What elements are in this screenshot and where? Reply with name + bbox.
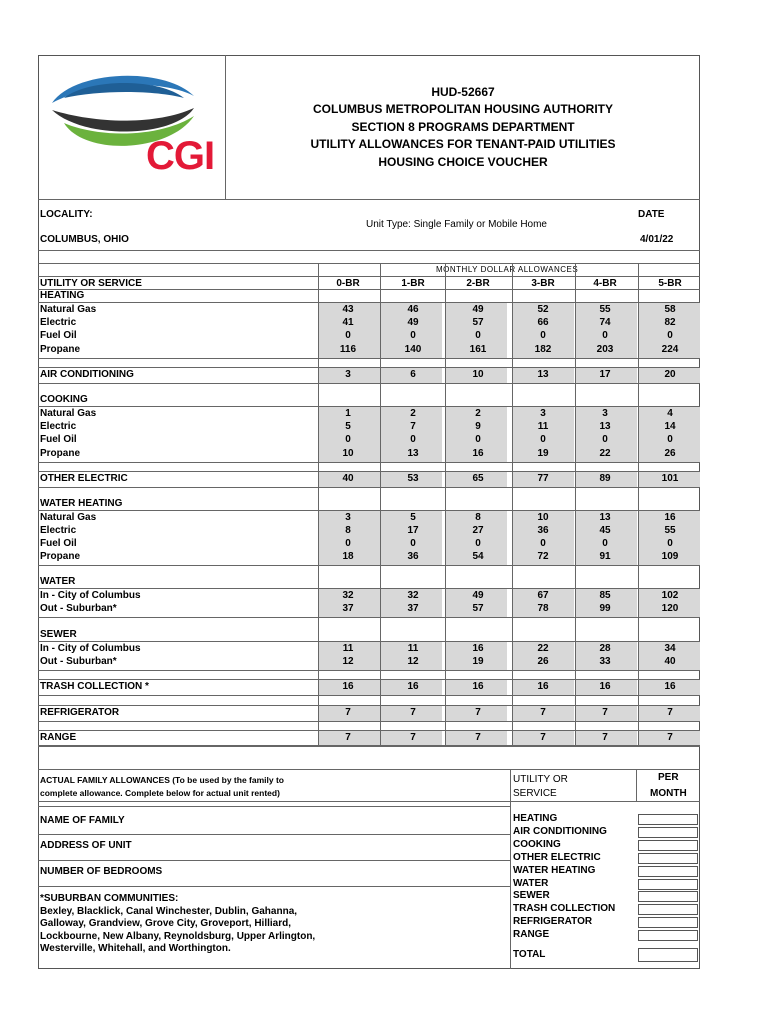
value-cell: 0 [345, 330, 351, 341]
value-cell: 6 [410, 369, 416, 380]
value-cell: 3 [540, 408, 546, 419]
value-cell: 32 [407, 590, 419, 601]
value-cell: 26 [537, 656, 549, 667]
row-top-line [38, 588, 700, 589]
value-cell: 4 [667, 408, 673, 419]
row-bottom-line [38, 487, 700, 488]
form-number: HUD-52667 [431, 85, 495, 99]
bedrooms-field-line[interactable] [38, 886, 510, 887]
value-cell: 7 [410, 707, 416, 718]
value-cell: 32 [342, 590, 354, 601]
header-bottom-line [38, 199, 700, 200]
service-label: OTHER ELECTRIC [513, 851, 601, 863]
row-bottom-line [38, 670, 700, 671]
info-bottom-line [38, 250, 700, 251]
value-cell: 0 [602, 330, 608, 341]
value-cell: 18 [342, 551, 354, 562]
row-label: Propane [40, 448, 81, 459]
bottom-divider-2 [636, 769, 637, 801]
value-cell: 5 [410, 512, 416, 523]
value-cell: 26 [664, 448, 676, 459]
amount-field[interactable] [638, 814, 698, 825]
value-cell: 0 [602, 538, 608, 549]
value-cell: 55 [599, 304, 611, 315]
service-label: WATER HEATING [513, 864, 596, 876]
value-cell: 0 [475, 434, 481, 445]
value-cell: 0 [540, 434, 546, 445]
value-cell: 161 [469, 344, 487, 355]
row-bottom-line [38, 617, 700, 618]
row-label: Natural Gas [40, 408, 97, 419]
value-cell: 0 [667, 330, 673, 341]
value-cell: 7 [475, 732, 481, 743]
row-label: AIR CONDITIONING [40, 369, 134, 380]
service-label: HEATING [513, 813, 558, 824]
value-cell: 57 [472, 317, 484, 328]
value-cell: 52 [537, 304, 549, 315]
name-field-line[interactable] [38, 834, 510, 835]
value-cell: 36 [407, 551, 419, 562]
value-cell: 89 [599, 473, 611, 484]
row-bottom-line [38, 746, 700, 747]
value-cell: 28 [599, 643, 611, 654]
value-cell: 0 [540, 538, 546, 549]
bottom-header-line-2 [38, 806, 510, 807]
value-cell: 46 [407, 304, 419, 315]
row-top-line [38, 471, 700, 472]
amount-field[interactable] [638, 879, 698, 890]
row-label: Electric [40, 525, 77, 536]
column-header-4-br: 4-BR [593, 278, 617, 289]
row-label: Propane [40, 344, 81, 355]
service-label: TRASH COLLECTION [513, 903, 616, 915]
row-top-line [38, 705, 700, 706]
row-bottom-line [38, 383, 700, 384]
amount-field[interactable] [638, 866, 698, 877]
utility-header-1: UTILITY OR [513, 774, 568, 785]
value-cell: 33 [599, 656, 611, 667]
value-cell: 12 [407, 656, 419, 667]
value-cell: 49 [472, 590, 484, 601]
value-cell: 7 [475, 707, 481, 718]
address-field-line[interactable] [38, 860, 510, 861]
bottom-header-line [38, 801, 700, 802]
column-header-5-br: 5-BR [658, 278, 682, 289]
value-cell: 0 [602, 434, 608, 445]
value-cell: 27 [472, 525, 484, 536]
value-cell: 8 [345, 525, 351, 536]
value-cell: 7 [602, 732, 608, 743]
row-label: Out - Suburban* [40, 603, 117, 614]
header-row-line [38, 276, 700, 277]
value-cell: 54 [472, 551, 484, 562]
value-cell: 11 [342, 643, 354, 654]
value-cell: 58 [664, 304, 676, 315]
value-cell: 16 [407, 681, 419, 692]
value-cell: 10 [472, 369, 484, 380]
date-label: DATE [638, 209, 665, 220]
row-label: TRASH COLLECTION * [40, 681, 149, 692]
value-cell: 43 [342, 304, 354, 315]
amount-field[interactable] [638, 904, 698, 915]
value-cell: 109 [661, 551, 679, 562]
amount-field[interactable] [638, 840, 698, 851]
value-cell: 14 [664, 421, 676, 432]
department-name: SECTION 8 PROGRAMS DEPARTMENT [351, 120, 575, 134]
value-cell: 7 [540, 707, 546, 718]
service-label: AIR CONDITIONING [513, 825, 607, 837]
row-bottom-line [38, 721, 700, 722]
value-cell: 7 [667, 732, 673, 743]
row-bottom-line [38, 565, 700, 566]
section-title: COOKING [40, 394, 88, 405]
value-cell: 0 [475, 330, 481, 341]
value-cell: 10 [342, 448, 354, 459]
value-cell: 49 [472, 304, 484, 315]
row-label: Fuel Oil [40, 330, 77, 341]
value-cell: 20 [664, 369, 676, 380]
value-cell: 49 [407, 317, 419, 328]
value-cell: 0 [667, 434, 673, 445]
value-cell: 203 [596, 344, 614, 355]
value-cell: 7 [410, 421, 416, 432]
value-cell: 182 [534, 344, 552, 355]
service-label: SEWER [513, 890, 550, 902]
value-cell: 8 [475, 512, 481, 523]
column-header-3-br: 3-BR [531, 278, 555, 289]
row-label: Propane [40, 551, 81, 562]
value-cell: 40 [664, 656, 676, 667]
row-label: Fuel Oil [40, 538, 77, 549]
row-label: Natural Gas [40, 304, 97, 315]
section-title: SEWER [40, 629, 77, 640]
actual-allowances-line2: complete allowance. Complete below for actual unit rented) [40, 788, 280, 798]
value-cell: 7 [540, 732, 546, 743]
value-cell: 0 [475, 538, 481, 549]
number-of-bedrooms-label: NUMBER OF BEDROOMS [40, 866, 163, 877]
row-label: Fuel Oil [40, 434, 77, 445]
service-label: RANGE [513, 929, 550, 941]
service-label: COOKING [513, 838, 561, 850]
value-cell: 72 [537, 551, 549, 562]
value-cell: 0 [410, 434, 416, 445]
bottom-top-line [38, 769, 700, 770]
section-title: WATER [40, 576, 76, 587]
row-top-line [38, 641, 700, 642]
table-top-line [38, 263, 700, 264]
value-cell: 66 [537, 317, 549, 328]
value-cell: 41 [342, 317, 354, 328]
document-title: UTILITY ALLOWANCES FOR TENANT-PAID UTILITIES [310, 137, 616, 151]
value-cell: 224 [661, 344, 679, 355]
total-label: TOTAL [513, 949, 546, 960]
row-label: Out - Suburban* [40, 656, 117, 667]
value-cell: 17 [599, 369, 611, 380]
value-cell: 37 [342, 603, 354, 614]
value-cell: 40 [342, 473, 354, 484]
value-cell: 91 [599, 551, 611, 562]
row-top-line [38, 367, 700, 368]
value-cell: 7 [345, 707, 351, 718]
value-cell: 19 [472, 656, 484, 667]
value-cell: 37 [407, 603, 419, 614]
value-cell: 0 [540, 330, 546, 341]
value-cell: 2 [475, 408, 481, 419]
value-cell: 7 [345, 732, 351, 743]
row-label: In - City of Columbus [40, 590, 141, 601]
amount-field[interactable] [638, 853, 698, 864]
per-header-1: PER [658, 772, 679, 783]
column-header-0-br: 0-BR [336, 278, 360, 289]
value-cell: 2 [410, 408, 416, 419]
value-cell: 65 [472, 473, 484, 484]
cgi-logo [44, 68, 224, 183]
value-cell: 1 [345, 408, 351, 419]
row-bottom-line [38, 695, 700, 696]
address-of-unit-label: ADDRESS OF UNIT [40, 840, 132, 851]
value-cell: 0 [410, 330, 416, 341]
row-top-line [38, 679, 700, 680]
value-cell: 16 [537, 681, 549, 692]
cgi-logo-text: CGI [146, 134, 215, 178]
value-cell: 16 [472, 681, 484, 692]
monthly-allowances-header: MONTHLY DOLLAR ALLOWANCES [436, 265, 579, 274]
row-label: RANGE [40, 732, 77, 743]
value-cell: 99 [599, 603, 611, 614]
utility-header-2: SERVICE [513, 788, 557, 799]
value-cell: 0 [345, 434, 351, 445]
value-cell: 9 [475, 421, 481, 432]
value-cell: 17 [407, 525, 419, 536]
value-cell: 36 [537, 525, 549, 536]
value-cell: 53 [407, 473, 419, 484]
row-top-line [38, 510, 700, 511]
value-cell: 16 [664, 681, 676, 692]
value-cell: 12 [342, 656, 354, 667]
table-bottom-line [38, 745, 700, 746]
amount-field[interactable] [638, 917, 698, 928]
suburban-line-1: Bexley, Blacklick, Canal Winchester, Dublin, Gahanna, [40, 906, 298, 917]
value-cell: 140 [404, 344, 422, 355]
value-cell: 74 [599, 317, 611, 328]
value-cell: 19 [537, 448, 549, 459]
unit-type: Unit Type: Single Family or Mobile Home [366, 219, 547, 230]
row-top-line [38, 406, 700, 407]
value-cell: 57 [472, 603, 484, 614]
section-title: WATER HEATING [40, 498, 123, 509]
per-header-2: MONTH [650, 788, 687, 799]
service-label: REFRIGERATOR [513, 916, 593, 928]
value-cell: 102 [661, 590, 679, 601]
value-cell: 7 [410, 732, 416, 743]
program-name: HOUSING CHOICE VOUCHER [378, 155, 548, 169]
service-label: WATER [513, 877, 549, 889]
section-title: HEATING [40, 290, 85, 301]
value-cell: 13 [599, 512, 611, 523]
locality-label: LOCALITY: [40, 209, 93, 220]
suburban-title: *SUBURBAN COMMUNITIES: [40, 893, 179, 904]
suburban-line-2: Galloway, Grandview, Grove City, Groveport, Hilliard, [40, 918, 291, 929]
value-cell: 45 [599, 525, 611, 536]
row-label: Electric [40, 317, 77, 328]
name-of-family-label: NAME OF FAMILY [40, 815, 125, 826]
row-label: In - City of Columbus [40, 643, 141, 654]
value-cell: 22 [537, 643, 549, 654]
header-row-bottom [38, 289, 700, 290]
value-cell: 16 [472, 643, 484, 654]
utility-service-header: UTILITY OR SERVICE [40, 278, 142, 289]
value-cell: 0 [410, 538, 416, 549]
value-cell: 7 [667, 707, 673, 718]
value-cell: 10 [537, 512, 549, 523]
value-cell: 67 [537, 590, 549, 601]
value-cell: 0 [345, 538, 351, 549]
value-cell: 116 [339, 344, 357, 355]
value-cell: 55 [664, 525, 676, 536]
value-cell: 120 [661, 603, 679, 614]
row-label: Natural Gas [40, 512, 97, 523]
value-cell: 16 [599, 681, 611, 692]
value-cell: 13 [537, 369, 549, 380]
row-top-line [38, 302, 700, 303]
column-header-2-br: 2-BR [466, 278, 490, 289]
value-cell: 77 [537, 473, 549, 484]
value-cell: 0 [667, 538, 673, 549]
column-header-1-br: 1-BR [401, 278, 425, 289]
value-cell: 13 [407, 448, 419, 459]
row-bottom-line [38, 358, 700, 359]
value-cell: 85 [599, 590, 611, 601]
row-label: Electric [40, 421, 77, 432]
row-bottom-line [38, 462, 700, 463]
date-value: 4/01/22 [640, 234, 674, 245]
row-label: OTHER ELECTRIC [40, 473, 128, 484]
value-cell: 82 [664, 317, 676, 328]
authority-name: COLUMBUS METROPOLITAN HOUSING AUTHORITY [313, 102, 613, 116]
value-cell: 13 [599, 421, 611, 432]
value-cell: 16 [472, 448, 484, 459]
value-cell: 22 [599, 448, 611, 459]
actual-allowances-line1: ACTUAL FAMILY ALLOWANCES (To be used by the family to [40, 775, 284, 785]
value-cell: 78 [537, 603, 549, 614]
value-cell: 7 [602, 707, 608, 718]
value-cell: 3 [602, 408, 608, 419]
bottom-divider-1 [510, 769, 511, 969]
value-cell: 34 [664, 643, 676, 654]
value-cell: 11 [537, 421, 549, 432]
value-cell: 16 [664, 512, 676, 523]
total-field[interactable] [638, 948, 698, 962]
value-cell: 3 [345, 512, 351, 523]
value-cell: 11 [407, 643, 419, 654]
amount-field[interactable] [638, 891, 698, 902]
locality-value: COLUMBUS, OHIO [40, 234, 129, 245]
amount-field[interactable] [638, 930, 698, 941]
row-label: REFRIGERATOR [40, 707, 120, 718]
value-cell: 3 [345, 369, 351, 380]
amount-field[interactable] [638, 827, 698, 838]
value-cell: 5 [345, 421, 351, 432]
value-cell: 101 [661, 473, 679, 484]
suburban-line-3: Lockbourne, New Albany, Reynoldsburg, Upper Arlington, [40, 931, 316, 942]
value-cell: 16 [342, 681, 354, 692]
row-top-line [38, 730, 700, 731]
suburban-line-4: Westerville, Whitehall, and Worthington. [40, 943, 231, 954]
